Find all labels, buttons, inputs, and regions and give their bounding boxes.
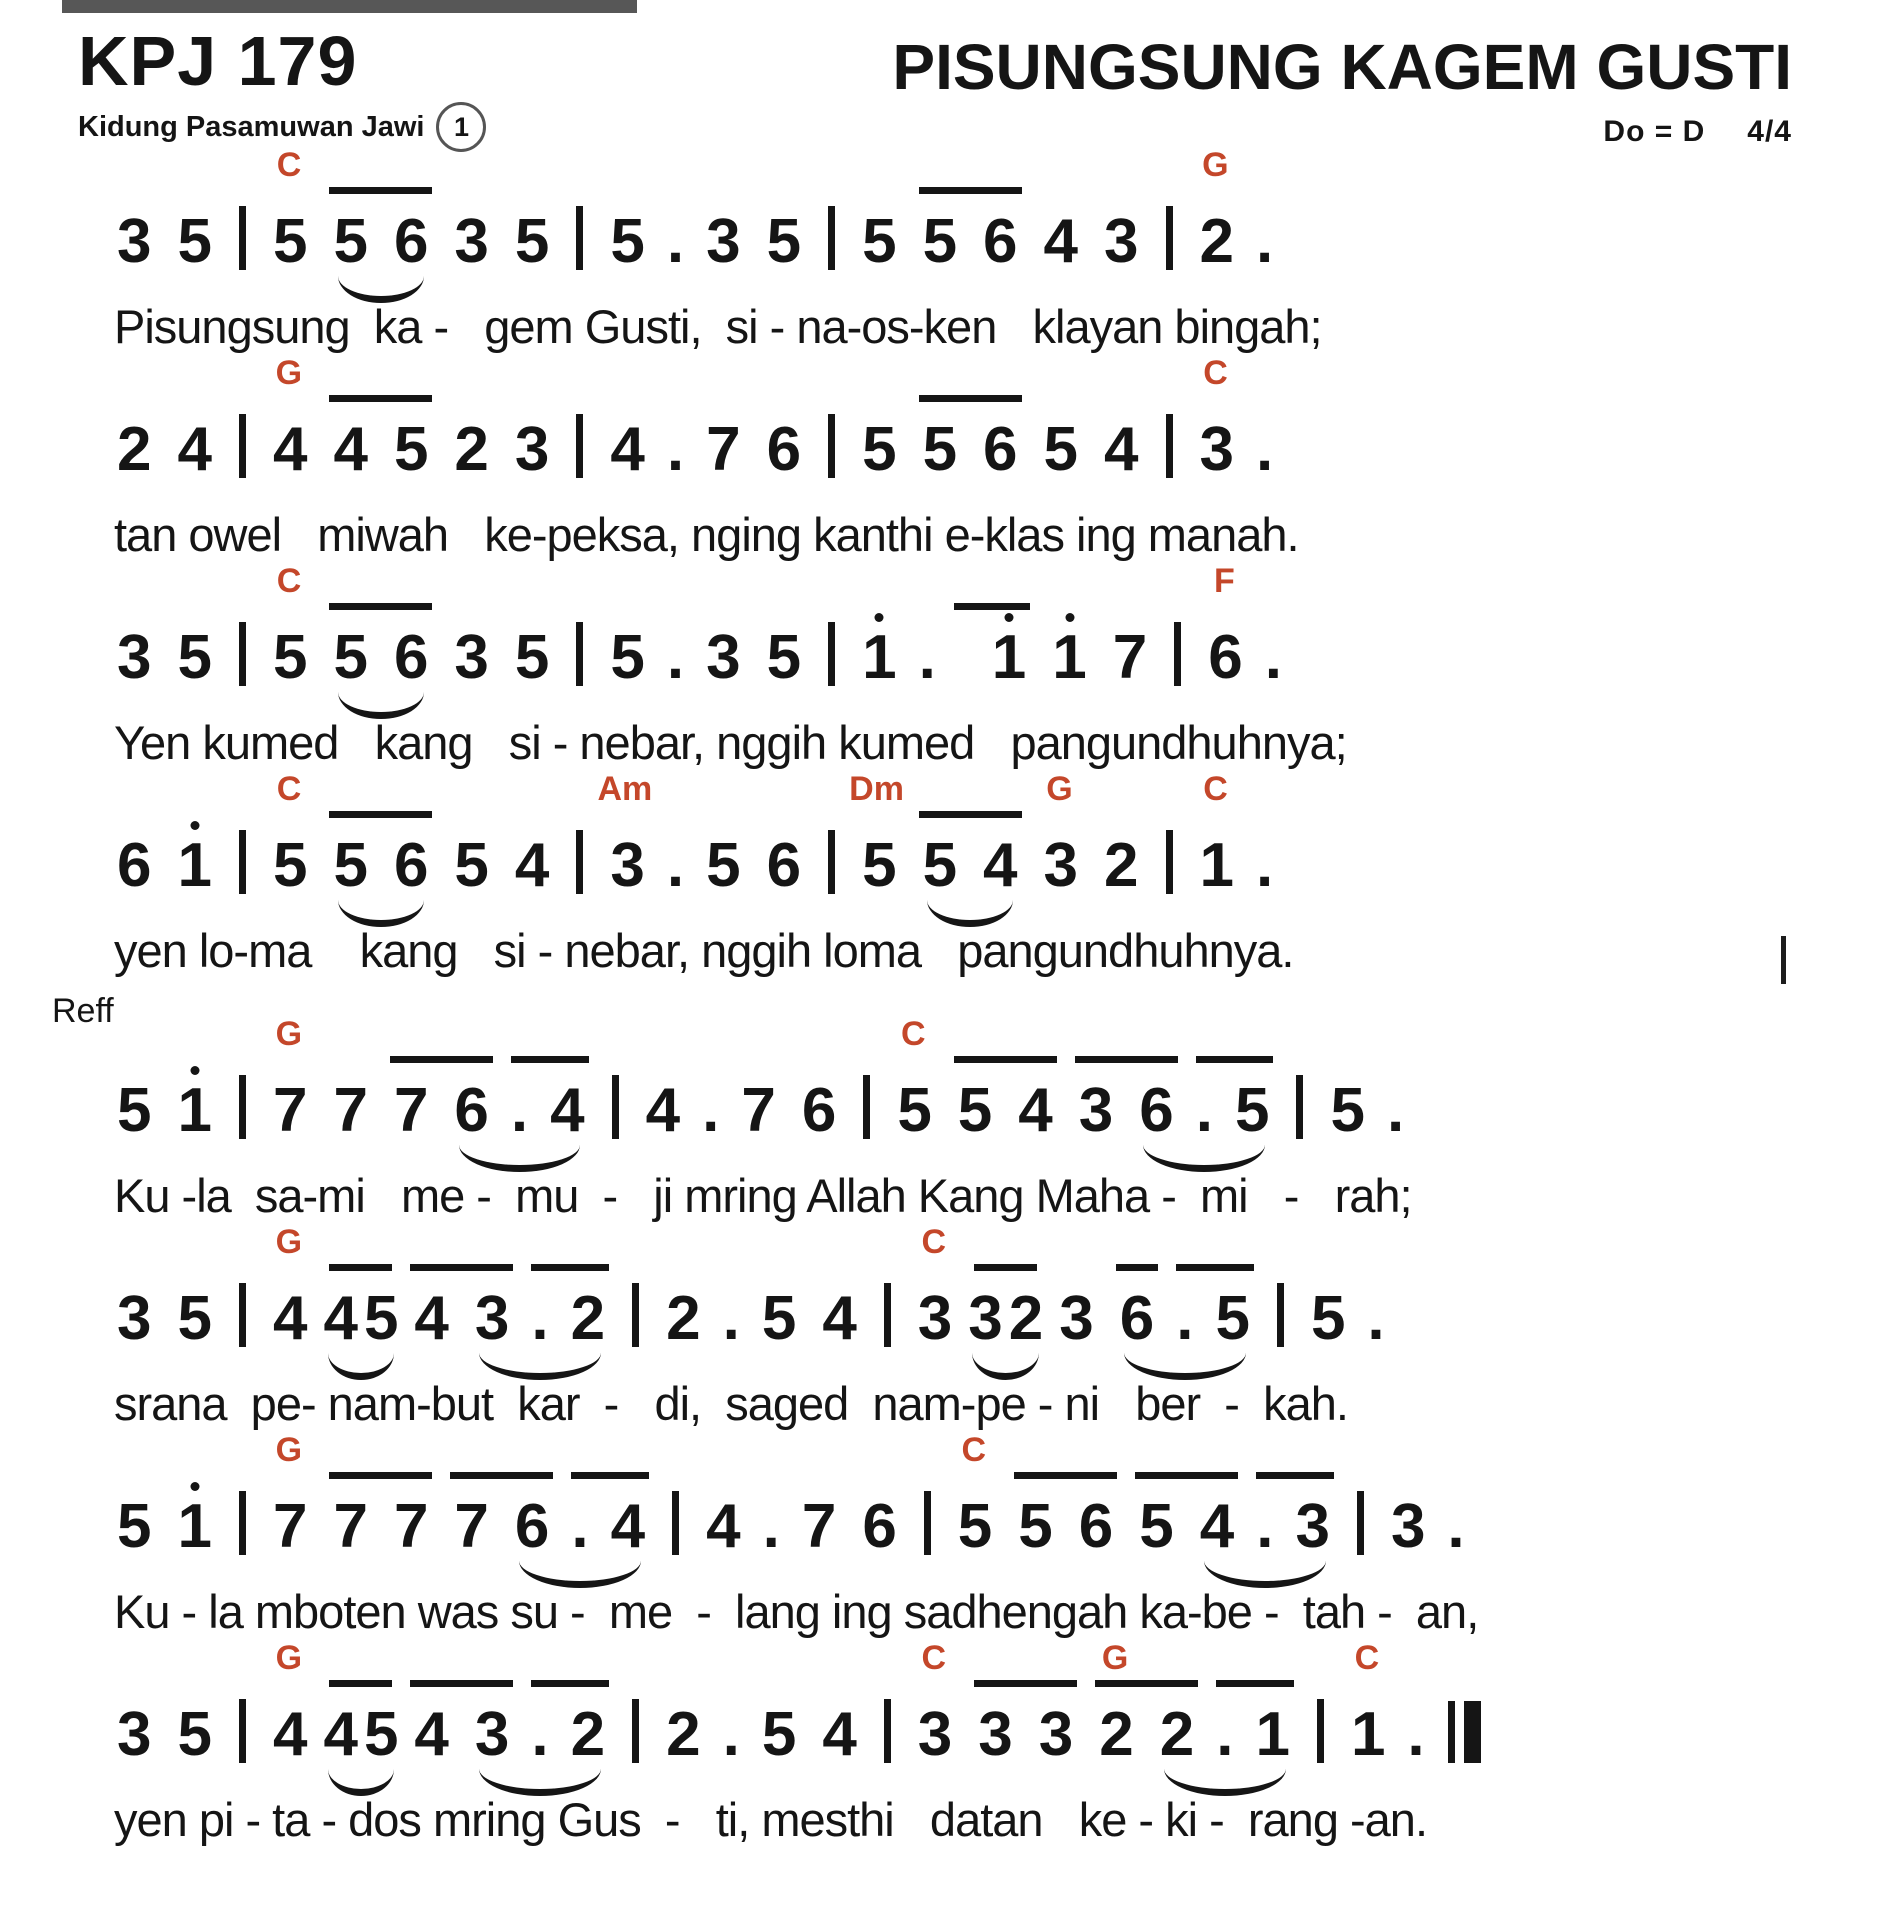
note-token: 3: [117, 207, 152, 276]
rhythm-dot: .: [702, 1076, 720, 1145]
rhythm-dot: .: [1264, 623, 1282, 692]
note-token: 5: [1043, 415, 1079, 484]
overline-group: [320, 1481, 441, 1561]
note-token: 5: [514, 207, 550, 276]
chord-label: C: [1203, 354, 1228, 392]
note-token: 5: [177, 207, 212, 276]
overline-group: [522, 1689, 618, 1769]
note-token: 4: [414, 1284, 449, 1353]
note-token: 5 Dm: [849, 770, 904, 900]
chord-label: G: [275, 1431, 303, 1469]
overline-group: [320, 1273, 401, 1353]
note-token: 3: [1059, 1284, 1094, 1353]
rhythm-dot: .: [1255, 415, 1274, 484]
note-token: 7: [393, 1076, 429, 1145]
chord-label: C: [921, 1639, 947, 1677]
hymnal-name: Kidung Pasamuwan Jawi: [78, 110, 425, 143]
barline: [239, 414, 246, 478]
notation-line-7: [0, 1431, 1888, 1593]
note-token: 4 G: [272, 354, 308, 484]
note-token: 5: [117, 1076, 152, 1145]
barline: [884, 1699, 891, 1763]
note-token: 7: [1112, 623, 1148, 692]
note-token: 6: [514, 1492, 550, 1561]
barline: [1317, 1699, 1324, 1763]
barline: [1277, 1283, 1284, 1347]
note-token: 6: [393, 207, 429, 276]
barline: [612, 1075, 619, 1139]
rhythm-dot: .: [722, 1284, 740, 1353]
overline-group: [562, 1481, 658, 1561]
rhythm-dot: .: [1407, 1700, 1425, 1769]
overline-group: [945, 612, 1039, 692]
slur: [927, 897, 1014, 927]
rhythm-dot: .: [666, 831, 685, 900]
note-token: 3 G: [1043, 770, 1079, 900]
note-token: 7: [333, 1492, 368, 1561]
note-token: 3: [1295, 1492, 1330, 1561]
barline: [632, 1283, 639, 1347]
notation-line-3: [0, 562, 1888, 724]
chord-label: C: [901, 1015, 926, 1053]
note-token: 6: [393, 623, 429, 692]
lyric-line-4: yen lo-ma kang si - nebar, nggih loma pangundhuhnya.: [114, 924, 1294, 977]
rhythm-dot: .: [666, 415, 685, 484]
slur: [338, 897, 425, 927]
verse-badge: 1: [436, 102, 486, 152]
barline: [239, 622, 246, 686]
chord-label: C: [276, 770, 302, 808]
barline: [828, 622, 835, 686]
note-token: 2: [1008, 1284, 1044, 1353]
overline-group: [910, 404, 1031, 484]
note-token: 3: [454, 623, 489, 692]
octave-dot: [190, 1482, 199, 1491]
note-token: 3 C: [1199, 354, 1234, 484]
barline: [884, 1283, 891, 1347]
note-token: 3: [1390, 1492, 1426, 1561]
note-token: 4: [706, 1492, 741, 1561]
note-token: 3: [1038, 1700, 1074, 1769]
chord-label: Dm: [849, 770, 904, 808]
note-token: 4: [983, 831, 1018, 900]
rhythm-dot: .: [1386, 1076, 1405, 1145]
note-token: 5: [862, 207, 897, 276]
note-token: 3: [978, 1700, 1013, 1769]
note-token: 4: [645, 1076, 681, 1145]
overline-group: [965, 1689, 1086, 1769]
note-token: 2: [117, 415, 152, 484]
text-cursor-mark: [1781, 936, 1786, 984]
overline-group: [1247, 1481, 1343, 1561]
barline: [828, 206, 835, 270]
overline-group: [910, 196, 1031, 276]
chord-label: Am: [597, 770, 653, 808]
barline: [239, 1075, 246, 1139]
note-token: 6: [983, 415, 1018, 484]
note-token: 1: [992, 612, 1026, 686]
note-token: 1: [1255, 1700, 1290, 1769]
overline-group: [1086, 1639, 1207, 1769]
chord-label: C: [1354, 1639, 1380, 1677]
rhythm-dot: .: [531, 1284, 549, 1353]
barline: [239, 206, 246, 270]
note-token: 2: [570, 1284, 606, 1353]
note-token: 5 C: [272, 770, 308, 900]
key-signature: [1603, 115, 1792, 149]
note-token: 2: [570, 1700, 606, 1769]
note-token: 4 G: [272, 1639, 308, 1769]
note-token: 4: [333, 415, 368, 484]
rhythm-dot: .: [531, 1700, 549, 1769]
chord-label: G: [275, 1639, 303, 1677]
hymn-id-block: [78, 22, 486, 152]
lyric-line-2: tan owel miwah ke-peksa, nging kanthi e-klas ing manah.: [114, 508, 1299, 561]
note-token: 4: [550, 1076, 585, 1145]
note-token: 7: [454, 1492, 489, 1561]
rhythm-dot: .: [918, 623, 936, 692]
rhythm-dot: .: [1256, 1492, 1274, 1561]
rhythm-dot: .: [1367, 1284, 1385, 1353]
note-token: 5: [393, 415, 429, 484]
note-token: 6: [801, 1076, 837, 1145]
barline: [924, 1491, 931, 1555]
barline: [828, 830, 835, 894]
note-token: 1: [177, 1481, 211, 1555]
note-token: 5: [761, 1284, 797, 1353]
overline-group: [965, 1273, 1046, 1353]
notation-line-5: [0, 1015, 1888, 1177]
note-token: 3: [1104, 207, 1139, 276]
note-token: 5 C: [272, 562, 308, 692]
slur: [479, 1350, 601, 1380]
rhythm-dot: .: [1216, 1700, 1234, 1769]
barline: [576, 414, 583, 478]
rhythm-dot: .: [1255, 831, 1274, 900]
barline: [1296, 1075, 1303, 1139]
overline-group: [1005, 1481, 1126, 1561]
chord-label: F: [1214, 562, 1235, 600]
slur: [1164, 1766, 1286, 1796]
notation-line-4: [0, 770, 1888, 932]
chord-label: C: [961, 1431, 987, 1469]
note-token: 5: [706, 831, 741, 900]
note-token: 5: [363, 1700, 399, 1769]
note-token: 2 G: [1099, 1639, 1134, 1769]
slur: [1124, 1350, 1246, 1380]
chord-label: G: [1101, 1639, 1129, 1677]
octave-dot: [190, 821, 199, 830]
barline: [863, 1075, 870, 1139]
note-token: 5: [922, 207, 958, 276]
section-label: Reff: [52, 992, 114, 1030]
barline: [239, 1699, 246, 1763]
note-token: 3: [474, 1700, 510, 1769]
barline: [632, 1699, 639, 1763]
note-token: 6: [983, 207, 1018, 276]
note-token: 1 C: [1199, 770, 1234, 900]
note-token: 5: [1310, 1284, 1346, 1353]
note-token: 4: [1018, 1076, 1053, 1145]
note-token: 2: [666, 1700, 701, 1769]
note-token: 5: [117, 1492, 152, 1561]
rhythm-dot: .: [510, 1076, 529, 1145]
note-token: 5: [1215, 1284, 1250, 1353]
note-token: 3: [454, 207, 489, 276]
note-token: 4: [1104, 415, 1139, 484]
overline-group: [910, 820, 1031, 900]
note-token: 5 C: [272, 146, 308, 276]
note-token: 4: [323, 1700, 358, 1769]
note-token: 3: [706, 623, 741, 692]
note-token: 4: [1199, 1492, 1235, 1561]
rhythm-dot: .: [666, 207, 685, 276]
hymn-number: KPJ 179: [78, 22, 358, 100]
rhythm-dot: .: [722, 1700, 740, 1769]
note-token: 5: [177, 1284, 212, 1353]
note-token: 3: [968, 1284, 1003, 1353]
note-token: 5: [333, 831, 368, 900]
chord-label: C: [276, 146, 302, 184]
notation-line-6: [0, 1223, 1888, 1385]
slur: [328, 1766, 395, 1796]
slur: [328, 1350, 395, 1380]
spacer: [945, 612, 979, 686]
barline: [576, 830, 583, 894]
note-token: 5: [922, 831, 958, 900]
octave-dot: [875, 613, 884, 622]
note-token: 4: [514, 831, 550, 900]
slur: [338, 689, 425, 719]
note-token: 7: [741, 1076, 776, 1145]
overline-group: [401, 1689, 522, 1769]
chord-label: G: [1046, 770, 1073, 808]
note-token: 5: [1139, 1492, 1174, 1561]
note-token: 3: [1078, 1076, 1114, 1145]
barline: [576, 206, 583, 270]
note-token: 2: [454, 415, 489, 484]
note-token: 5: [177, 1700, 212, 1769]
note-token: 4: [414, 1700, 449, 1769]
overline-group: [522, 1273, 618, 1353]
overline-group: [502, 1065, 598, 1145]
overline-group: [320, 404, 441, 484]
note-token: 2: [1159, 1700, 1195, 1769]
barline: [239, 1283, 246, 1347]
note-token: 5 C: [957, 1431, 993, 1561]
barline: [576, 622, 583, 686]
octave-dot: [1005, 613, 1014, 622]
note-token: 5: [761, 1700, 797, 1769]
overline-group: [945, 1065, 1066, 1145]
note-token: 5: [1018, 1492, 1053, 1561]
note-token: 4: [1043, 207, 1079, 276]
note-token: 3 Am: [597, 770, 653, 900]
note-token: 5: [333, 623, 368, 692]
note-token: 4: [323, 1284, 358, 1353]
scan-artifact: [62, 0, 637, 13]
note-token: 5: [333, 207, 368, 276]
rhythm-dot: .: [1176, 1284, 1194, 1353]
note-token: 5: [363, 1284, 399, 1353]
note-token: 7: [801, 1492, 837, 1561]
note-token: 6: [1139, 1076, 1174, 1145]
overline-group: [401, 1273, 522, 1353]
chord-label: C: [921, 1223, 947, 1261]
note-token: 5: [454, 831, 489, 900]
note-token: 1: [862, 612, 896, 686]
notation-line-8: [0, 1639, 1888, 1801]
note-token: 5 C: [897, 1015, 932, 1145]
note-token: 5: [610, 623, 645, 692]
barline: [1166, 414, 1173, 478]
overline-group: [1126, 1481, 1247, 1561]
octave-dot: [190, 1066, 199, 1075]
barline: [1174, 622, 1181, 686]
overline-group: [1066, 1065, 1187, 1145]
rhythm-dot: .: [762, 1492, 780, 1561]
lyric-line-3: Yen kumed kang si - nebar, nggih kumed pangundhuhnya;: [114, 716, 1347, 769]
slur: [479, 1766, 601, 1796]
overline-group: [381, 1065, 502, 1145]
overline-group: [1207, 1689, 1303, 1769]
note-token: 4: [610, 1492, 646, 1561]
note-token: 3: [117, 1700, 152, 1769]
chord-label: G: [275, 1015, 303, 1053]
note-token: 6: [1119, 1284, 1155, 1353]
notation-line-1: [0, 146, 1888, 308]
note-token: 6: [766, 415, 802, 484]
note-token: 5: [957, 1076, 993, 1145]
note-token: 7: [706, 415, 741, 484]
note-token: 5: [766, 623, 802, 692]
note-token: 3: [514, 415, 550, 484]
note-token: 7 G: [272, 1431, 308, 1561]
note-token: 2: [1104, 831, 1139, 900]
note-token: 1: [1052, 612, 1086, 686]
lyric-line-1: Pisungsung ka - gem Gusti, si - na-os-ken klayan bingah;: [114, 300, 1322, 353]
note-token: 7: [333, 1076, 368, 1145]
overline-group: [1167, 1273, 1263, 1353]
slur: [519, 1558, 641, 1588]
note-token: 6 F: [1208, 562, 1243, 692]
sheet-header: [0, 0, 1888, 152]
overline-group: [320, 820, 441, 900]
slur: [972, 1350, 1039, 1380]
rhythm-dot: .: [666, 623, 685, 692]
note-token: 2: [666, 1284, 701, 1353]
note-token: 6: [1078, 1492, 1114, 1561]
barline: [239, 830, 246, 894]
chord-label: G: [275, 354, 303, 392]
note-token: 1: [177, 820, 211, 894]
note-token: 4 G: [272, 1223, 308, 1353]
overline-group: [1187, 1065, 1283, 1145]
chord-label: G: [1202, 146, 1229, 184]
note-token: 1: [177, 1065, 211, 1139]
note-token: 7: [393, 1492, 429, 1561]
note-token: 5: [1234, 1076, 1270, 1145]
barline: [1357, 1491, 1364, 1555]
note-token: 3: [474, 1284, 510, 1353]
rhythm-dot: .: [1195, 1076, 1213, 1145]
slur: [338, 273, 425, 303]
barline: [1166, 830, 1173, 894]
barline: [828, 414, 835, 478]
note-token: 5: [610, 207, 645, 276]
note-token: 3: [706, 207, 741, 276]
note-token: 4: [822, 1700, 857, 1769]
octave-dot: [1065, 613, 1074, 622]
note-token: 3: [117, 623, 152, 692]
note-token: 5: [922, 415, 958, 484]
barline: [1166, 206, 1173, 270]
notation-line-2: [0, 354, 1888, 516]
chord-label: C: [1203, 770, 1228, 808]
note-token: 6: [766, 831, 802, 900]
overline-group: [320, 1689, 401, 1769]
rhythm-dot: .: [1447, 1492, 1465, 1561]
overline-group: [1107, 1273, 1167, 1353]
note-token: 3 C: [917, 1223, 953, 1353]
note-token: 5: [177, 623, 212, 692]
key-value: Do = D: [1603, 115, 1706, 149]
rhythm-dot: .: [571, 1492, 589, 1561]
overline-group: [320, 612, 441, 692]
note-token: 5: [766, 207, 802, 276]
final-double-barline: [1448, 1701, 1481, 1763]
chord-label: C: [276, 562, 302, 600]
note-token: 5: [514, 623, 550, 692]
note-token: 7 G: [272, 1015, 308, 1145]
lyric-line-8: yen pi - ta - dos mring Gus - ti, mesthi datan ke - ki - rang -an.: [114, 1793, 1428, 1846]
barline: [239, 1491, 246, 1555]
overline-group: [441, 1481, 562, 1561]
note-token: 6: [393, 831, 429, 900]
overline-group: [320, 196, 441, 276]
time-signature: 4/4: [1747, 115, 1792, 149]
rhythm-dot: .: [1255, 207, 1274, 276]
lyric-line-7: Ku - la mboten was su - me - lang ing sadhengah ka-be - tah - an,: [114, 1585, 1479, 1638]
note-token: 6: [862, 1492, 897, 1561]
note-token: 5: [862, 415, 897, 484]
lyric-line-5: Ku -la sa-mi me - mu - ji mring Allah Kang Maha - mi - rah;: [114, 1169, 1412, 1222]
slur: [1204, 1558, 1326, 1588]
note-token: 4: [177, 415, 212, 484]
note-token: 1 C: [1350, 1639, 1386, 1769]
note-token: 4: [822, 1284, 857, 1353]
note-token: 4: [610, 415, 645, 484]
slur: [459, 1142, 581, 1172]
note-token: 2 G: [1199, 146, 1234, 276]
song-title: PISUNGSUNG KAGEM GUSTI: [892, 31, 1792, 103]
chord-label: G: [275, 1223, 303, 1261]
note-token: 5: [1330, 1076, 1365, 1145]
note-token: 6: [454, 1076, 489, 1145]
barline: [672, 1491, 679, 1555]
note-token: 3 C: [917, 1639, 953, 1769]
lyric-line-6: srana pe- nam-but kar - di, saged nam-pe - ni ber - kah.: [114, 1377, 1348, 1430]
note-token: 6: [117, 831, 152, 900]
note-token: 3: [117, 1284, 152, 1353]
slur: [1143, 1142, 1265, 1172]
score: [0, 146, 1888, 1846]
